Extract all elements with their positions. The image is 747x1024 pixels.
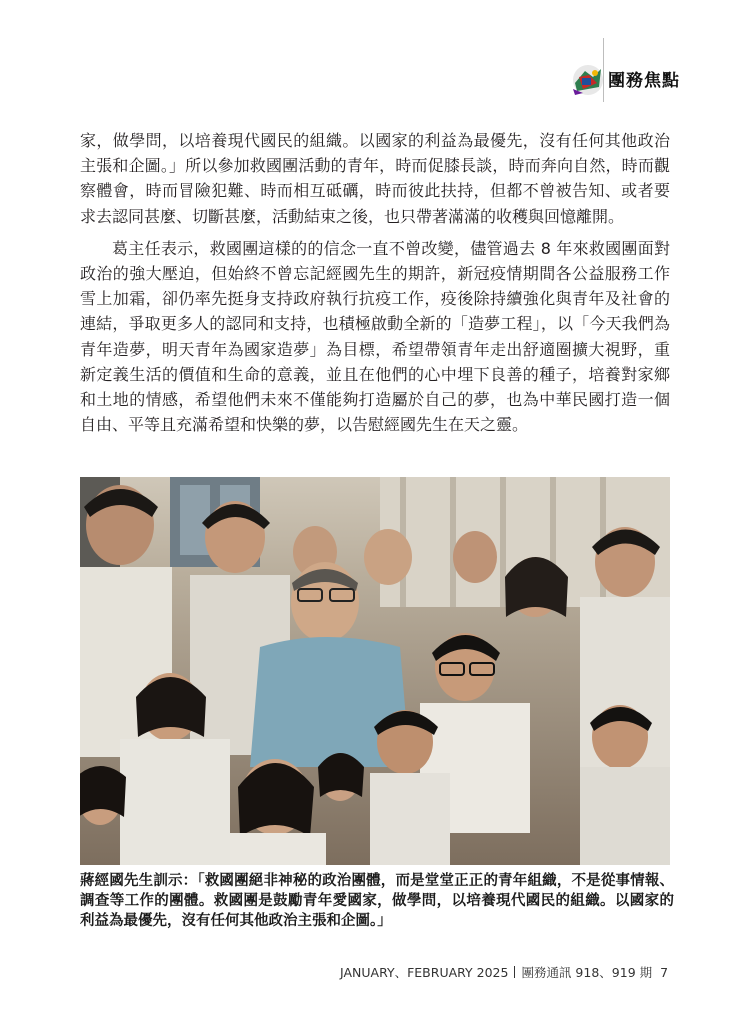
page-footer	[340, 963, 668, 981]
issue-date: JANUARY、FEBRUARY 2025	[340, 965, 509, 980]
youth-corps-emblem-icon	[571, 63, 605, 97]
publication-name: 團務通訊 918、919 期	[521, 965, 653, 980]
article-body	[80, 128, 670, 437]
group-photo-image	[80, 477, 670, 865]
footer-divider	[514, 966, 515, 978]
article-paragraph: 家，做學問，以培養現代國民的組織。以國家的利益為最優先，沒有任何其他政治主張和企圖。」所以參加救國團活動的青年，時而促膝長談，時而奔向自然，時而觀察體會，時而冒險犯難、時而相互砥礪，時而彼此扶持，但都不曾被告知、或者要求去認同甚麼、切斷甚麼，活動結束之後，也只帶著滿滿的收穫與回憶離開。	[80, 131, 670, 226]
section-title: 團務焦點	[608, 71, 680, 91]
page-number: 7	[660, 965, 669, 980]
article-paragraph: 葛主任表示，救國團這樣的的信念一直不曾改變，儘管過去 8 年來救國團面對政治的強大壓迫，但始終不曾忘記經國先生的期許，新冠疫情期間各公益服務工作雪上加霜，卻仍率先挺身支持政府執行抗疫工作，疫後除持續強化與青年及社會的連結，爭取更多人的認同和支持，也積極啟動全新的「造夢工程」，以「今天我們為青年造夢，明天青年為國家造夢」為目標，希望帶領青年走出舒適圈擴大視野，重新定義生活的價值和生命的意義，並且在他們的心中埋下良善的種子，培養對家鄉和土地的情感，希望他們未來不僅能夠打造屬於自己的夢，也為中華民國打造一個自由、平等且充滿希望和快樂的夢，以告慰經國先生在天之靈。	[80, 238, 670, 435]
photo-caption: 蔣經國先生訓示：「救國團絕非神秘的政治團體，而是堂堂正正的青年組織，不是從事情報、調查等工作的團體。救國團是鼓勵青年愛國家，做學問，以培養現代國民的組織。以國家的利益為最優先，沒有任何其他政治主張和企圖。」	[80, 873, 674, 929]
